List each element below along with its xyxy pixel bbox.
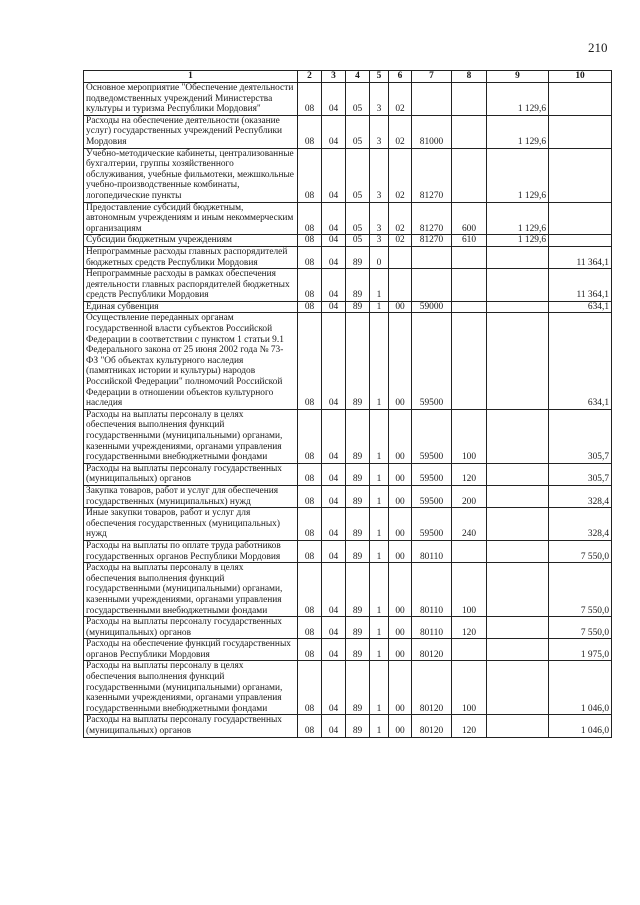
code-2-cell: 08 [298,639,322,661]
expense-name-cell: Расходы на выплаты персоналу в целях обеспечения выполнения функций государственными (муниципальными) органами, казенными учреждениями, органами управления государственными внебюджетными фондами [84,661,298,715]
amount-9-cell [487,508,549,541]
expense-name-cell: Иные закупки товаров, работ и услуг для обеспечения государственных (муниципальных) нужд [84,508,298,541]
amount-9-cell [487,485,549,507]
code-6-cell: 00 [389,301,412,313]
code-8-cell [452,269,487,302]
code-4-cell: 89 [346,409,370,463]
code-2-cell: 08 [298,617,322,639]
expense-name-cell: Учебно-методические кабинеты, централизованные бухгалтерии, группы хозяйственного обслуживания, учебные фильмотеки, межшкольные учебно-производственные комбинаты, логопедические пункты [84,148,298,202]
code-6-cell: 00 [389,639,412,661]
table-row [84,540,612,562]
code-7-cell: 59500 [412,485,452,507]
code-3-cell: 04 [322,463,346,485]
code-5-cell: 1 [370,715,389,737]
code-3-cell: 04 [322,269,346,302]
code-4-cell: 05 [346,115,370,148]
expense-name-cell: Непрограммные расходы главных распорядителей бюджетных средств Республики Мордовия [84,246,298,268]
amount-10-cell: 1 975,0 [549,639,612,661]
code-6-cell: 00 [389,563,412,617]
expense-name-cell: Расходы на выплаты персоналу государственных (муниципальных) органов [84,617,298,639]
code-6-cell: 00 [389,715,412,737]
code-5-cell: 1 [370,301,389,313]
table-row [84,83,612,116]
code-7-cell: 80120 [412,715,452,737]
amount-9-cell: 1 129,6 [487,148,549,202]
column-header: 7 [412,71,452,83]
code-2-cell: 08 [298,235,322,247]
code-3-cell: 04 [322,639,346,661]
column-header: 2 [298,71,322,83]
code-4-cell: 89 [346,301,370,313]
code-8-cell: 610 [452,235,487,247]
code-3-cell: 04 [322,617,346,639]
amount-10-cell: 328,4 [549,485,612,507]
code-2-cell: 08 [298,485,322,507]
expense-name-cell: Основное мероприятие "Обеспечение деятельности подведомственных учреждений Министерства культуры и туризма Республики Мордовия" [84,83,298,116]
code-8-cell [452,540,487,562]
code-7-cell: 80120 [412,661,452,715]
code-4-cell: 89 [346,563,370,617]
code-8-cell [452,83,487,116]
code-6-cell: 00 [389,540,412,562]
table-row [84,235,612,247]
table-row [84,661,612,715]
code-3-cell: 04 [322,301,346,313]
amount-9-cell [487,540,549,562]
code-6-cell: 00 [389,463,412,485]
code-8-cell: 120 [452,715,487,737]
amount-9-cell [487,409,549,463]
amount-10-cell: 1 046,0 [549,661,612,715]
code-2-cell: 08 [298,463,322,485]
amount-10-cell [549,148,612,202]
code-8-cell [452,246,487,268]
amount-10-cell: 305,7 [549,409,612,463]
amount-9-cell: 1 129,6 [487,115,549,148]
code-3-cell: 04 [322,508,346,541]
code-4-cell: 89 [346,639,370,661]
amount-9-cell [487,463,549,485]
code-7-cell [412,269,452,302]
amount-9-cell: 1 129,6 [487,235,549,247]
code-2-cell: 08 [298,83,322,116]
code-6-cell: 02 [389,83,412,116]
code-4-cell: 05 [346,148,370,202]
code-2-cell: 08 [298,246,322,268]
table-row [84,639,612,661]
code-4-cell: 05 [346,202,370,235]
code-4-cell: 89 [346,715,370,737]
table-row [84,463,612,485]
expense-name-cell: Осуществление переданных органам государственной власти субъектов Российской Федерации в соответствии с пунктом 1 статьи 9.1 Федерального закона от 25 июня 2002 года № 73-ФЗ "Об объектах культурного наследия (памятниках истории и культуры) народов Российской Федерации" полномочий Российской Федерации в отношении объектов культурного наследия [84,313,298,409]
code-5-cell: 3 [370,83,389,116]
expense-name-cell: Расходы на выплаты персоналу государственных (муниципальных) органов [84,715,298,737]
code-5-cell: 0 [370,246,389,268]
amount-10-cell: 11 364,1 [549,269,612,302]
code-8-cell: 240 [452,508,487,541]
amount-9-cell [487,639,549,661]
code-6-cell: 00 [389,485,412,507]
code-6-cell: 02 [389,235,412,247]
amount-9-cell [487,313,549,409]
code-7-cell: 80120 [412,639,452,661]
amount-10-cell: 11 364,1 [549,246,612,268]
code-5-cell: 1 [370,540,389,562]
amount-10-cell: 7 550,0 [549,540,612,562]
amount-10-cell: 305,7 [549,463,612,485]
amount-9-cell [487,246,549,268]
expense-name-cell: Единая субвенция [84,301,298,313]
code-3-cell: 04 [322,235,346,247]
code-5-cell: 3 [370,148,389,202]
code-8-cell: 100 [452,661,487,715]
amount-10-cell: 1 046,0 [549,715,612,737]
table-row [84,313,612,409]
code-4-cell: 89 [346,313,370,409]
amount-10-cell: 634,1 [549,313,612,409]
amount-10-cell [549,115,612,148]
code-6-cell: 02 [389,115,412,148]
code-8-cell [452,301,487,313]
code-4-cell: 89 [346,540,370,562]
amount-9-cell: 1 129,6 [487,202,549,235]
code-6-cell [389,246,412,268]
expense-name-cell: Расходы на выплаты персоналу государственных (муниципальных) органов [84,463,298,485]
code-3-cell: 04 [322,148,346,202]
code-2-cell: 08 [298,313,322,409]
code-5-cell: 1 [370,563,389,617]
code-6-cell: 02 [389,148,412,202]
code-5-cell: 3 [370,115,389,148]
code-8-cell [452,115,487,148]
code-4-cell: 89 [346,269,370,302]
code-6-cell: 00 [389,508,412,541]
code-8-cell [452,148,487,202]
table-header-row [84,71,612,83]
code-7-cell [412,83,452,116]
code-4-cell: 89 [346,617,370,639]
amount-9-cell [487,715,549,737]
code-5-cell: 1 [370,508,389,541]
amount-9-cell: 1 129,6 [487,83,549,116]
code-4-cell: 89 [346,485,370,507]
expense-name-cell: Закупка товаров, работ и услуг для обеспечения государственных (муниципальных) нужд [84,485,298,507]
code-7-cell: 81270 [412,235,452,247]
amount-9-cell [487,269,549,302]
column-header: 1 [84,71,298,83]
table-row [84,202,612,235]
code-2-cell: 08 [298,540,322,562]
code-5-cell: 1 [370,313,389,409]
code-6-cell: 00 [389,661,412,715]
code-5-cell: 3 [370,235,389,247]
table-row [84,617,612,639]
table-body [84,83,612,738]
code-5-cell: 1 [370,617,389,639]
table-row [84,269,612,302]
code-5-cell: 1 [370,639,389,661]
code-8-cell: 120 [452,463,487,485]
code-7-cell: 59500 [412,508,452,541]
code-2-cell: 08 [298,115,322,148]
table-row [84,246,612,268]
code-4-cell: 89 [346,246,370,268]
code-6-cell [389,269,412,302]
expense-name-cell: Расходы на выплаты персоналу в целях обеспечения выполнения функций государственными (муниципальными) органами, казенными учреждениями, органами управления государственными внебюджетными фондами [84,563,298,617]
column-header: 8 [452,71,487,83]
amount-9-cell [487,563,549,617]
code-3-cell: 04 [322,409,346,463]
expense-name-cell: Предоставление субсидий бюджетным, автономным учреждениям и иным некоммерческим организациям [84,202,298,235]
code-3-cell: 04 [322,715,346,737]
code-4-cell: 05 [346,235,370,247]
code-8-cell [452,639,487,661]
expense-name-cell: Расходы на выплаты персоналу в целях обеспечения выполнения функций государственными (муниципальными) органами, казенными учреждениями, органами управления государственными внебюджетными фондами [84,409,298,463]
code-3-cell: 04 [322,83,346,116]
code-5-cell: 1 [370,463,389,485]
code-3-cell: 04 [322,202,346,235]
code-7-cell: 81270 [412,148,452,202]
code-4-cell: 89 [346,508,370,541]
amount-10-cell [549,202,612,235]
code-3-cell: 04 [322,313,346,409]
code-7-cell [412,246,452,268]
code-7-cell: 59000 [412,301,452,313]
code-7-cell: 81000 [412,115,452,148]
table-row [84,508,612,541]
column-header: 4 [346,71,370,83]
expense-name-cell: Непрограммные расходы в рамках обеспечения деятельности главных распорядителей бюджетных средств Республики Мордовия [84,269,298,302]
code-3-cell: 04 [322,563,346,617]
amount-9-cell [487,661,549,715]
code-5-cell: 1 [370,661,389,715]
code-8-cell: 120 [452,617,487,639]
code-3-cell: 04 [322,661,346,715]
code-6-cell: 00 [389,409,412,463]
code-8-cell: 100 [452,409,487,463]
table-row [84,563,612,617]
table-row [84,301,612,313]
expense-name-cell: Субсидии бюджетным учреждениям [84,235,298,247]
code-6-cell: 00 [389,313,412,409]
table-row [84,409,612,463]
amount-10-cell: 328,4 [549,508,612,541]
code-7-cell: 59500 [412,463,452,485]
code-2-cell: 08 [298,148,322,202]
expense-name-cell: Расходы на обеспечение деятельности (оказание услуг) государственных учреждений Республики Мордовия [84,115,298,148]
code-8-cell [452,313,487,409]
table-row [84,485,612,507]
column-header: 10 [549,71,612,83]
code-7-cell: 80110 [412,540,452,562]
code-4-cell: 05 [346,83,370,116]
code-2-cell: 08 [298,301,322,313]
code-7-cell: 59500 [412,313,452,409]
code-3-cell: 04 [322,540,346,562]
column-header: 6 [389,71,412,83]
column-header: 5 [370,71,389,83]
code-2-cell: 08 [298,202,322,235]
code-4-cell: 89 [346,463,370,485]
table-row [84,115,612,148]
code-5-cell: 1 [370,269,389,302]
table-row [84,715,612,737]
code-5-cell: 3 [370,202,389,235]
code-5-cell: 1 [370,485,389,507]
code-2-cell: 08 [298,409,322,463]
column-header: 9 [487,71,549,83]
expense-name-cell: Расходы на обеспечение функций государственных органов Республики Мордовия [84,639,298,661]
code-2-cell: 08 [298,269,322,302]
code-7-cell: 59500 [412,409,452,463]
amount-10-cell: 634,1 [549,301,612,313]
code-8-cell: 200 [452,485,487,507]
amount-10-cell: 7 550,0 [549,617,612,639]
code-2-cell: 08 [298,563,322,617]
column-header: 3 [322,71,346,83]
code-6-cell: 02 [389,202,412,235]
code-7-cell: 80110 [412,617,452,639]
code-8-cell: 600 [452,202,487,235]
code-3-cell: 04 [322,115,346,148]
code-5-cell: 1 [370,409,389,463]
table-row [84,148,612,202]
code-2-cell: 08 [298,661,322,715]
code-6-cell: 00 [389,617,412,639]
page-number: 210 [588,40,608,55]
code-4-cell: 89 [346,661,370,715]
expense-name-cell: Расходы на выплаты по оплате труда работников государственных органов Республики Мордовия [84,540,298,562]
code-3-cell: 04 [322,246,346,268]
budget-table [83,70,612,738]
code-8-cell: 100 [452,563,487,617]
amount-10-cell [549,235,612,247]
amount-9-cell [487,301,549,313]
amount-10-cell: 7 550,0 [549,563,612,617]
amount-10-cell [549,83,612,116]
code-2-cell: 08 [298,508,322,541]
code-7-cell: 80110 [412,563,452,617]
code-2-cell: 08 [298,715,322,737]
amount-9-cell [487,617,549,639]
code-3-cell: 04 [322,485,346,507]
code-7-cell: 81270 [412,202,452,235]
